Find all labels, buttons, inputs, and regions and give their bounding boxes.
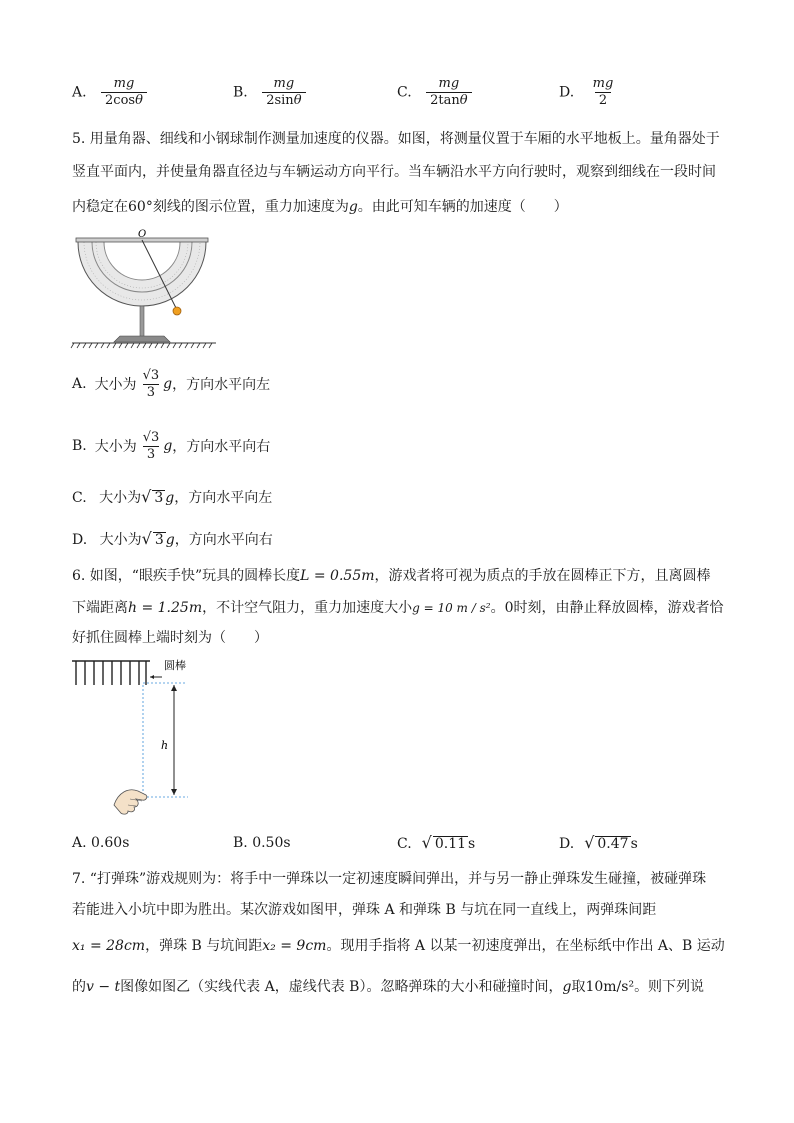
option-letter: B. [233,84,248,101]
sqrt-icon: √ [141,529,152,548]
q4-option-d[interactable] [559,76,617,109]
option-fraction: $\frac{mg}{2\sin\theta}$ [262,76,305,109]
q6-option-d[interactable]: D. √ 0.47 s [559,833,638,852]
fraction: $\frac{√3}{3}$ [142,367,160,400]
stand-pole [140,306,144,338]
q5-option-a[interactable]: A. 大小为 $\frac{√3}{3}$ g ，方向水平向左 [72,367,271,400]
protractor-figure [70,228,220,350]
steel-ball [173,307,181,315]
label-rod: 圆棒 [164,659,186,672]
q7-stem-line-3: x₁ = 28cm，弹珠 B 与坑间距x₂ = 9cm。现用手指将 A 以某一初速度弹出，在坐标纸中作出 A、B 运动 [72,938,725,954]
q4-option-b[interactable] [233,76,306,109]
q4-option-a[interactable] [72,76,147,109]
stand-base [114,336,170,342]
fraction: $\frac{√3}{3}$ [142,429,160,462]
q6-option-b[interactable]: B. 0.50s [233,835,291,851]
rods [72,661,150,685]
q5-option-b[interactable]: B. 大小为 $\frac{√3}{3}$ g ，方向水平向右 [72,429,271,462]
q7-stem-line-2: 若能进入小坑中即为胜出。某次游戏如图甲，弹珠 A 和弹珠 B 与坑在同一直线上，两弹珠间距 [72,902,657,918]
q5-option-d[interactable]: D. 大小为√ 3 g，方向水平向右 [72,529,273,548]
label-h: h [161,739,169,752]
q7-stem-line-1: 7. “打弹珠”游戏规则为：将手中一弹珠以一定初速度瞬间弹出，并与另一静止弹珠发生碰撞，被碰弹珠 [72,871,707,887]
protractor [76,238,208,306]
q5-option-c[interactable]: C. 大小为√ 3 g，方向水平向左 [72,487,273,506]
q6-option-c[interactable]: C. √ 0.11 s [397,833,476,852]
option-fraction: $\frac{mg}{2\cos\theta}$ [101,76,147,109]
q6-stem-line-1: 6. 如图，“眼疾手快”玩具的圆棒长度L = 0.55m，游戏者将可视为质点的手放在圆棒正下方，且离圆棒 [72,568,711,584]
option-letter: D. [559,84,575,101]
label-o: O [138,229,147,240]
q5-stem-line-2: 竖直平面内，并使量角器直径边与车辆运动方向平行。当车辆沿水平方向行驶时，观察到细线在一段时间 [72,164,716,180]
sqrt-icon: √ [421,833,432,852]
sqrt-icon: √ [584,833,595,852]
sqrt-icon: √ [141,487,152,506]
option-letter: A. [72,84,87,101]
q5-stem-line-3: 内稳定在60°刻线的图示位置，重力加速度为g。由此可知车辆的加速度（ ） [72,199,568,215]
option-fraction: $\frac{mg}{2\tan\theta}$ [426,76,471,109]
rod-catch-figure [70,655,220,815]
q6-option-a[interactable]: A. 0.60s [72,835,130,851]
ground-hatch [71,343,212,348]
option-letter: C. [397,84,412,101]
q5-stem-line-1: 5. 用量角器、细线和小钢球制作测量加速度的仪器。如图，将测量仪置于车厢的水平地板上。量角器处于 [72,131,720,147]
option-fraction: $\frac{mg}{2}$ [592,76,614,108]
q7-stem-line-4: 的v − t图像如图乙（实线代表 A，虚线代表 B）。忽略弹珠的大小和碰撞时间，g取10m/s²。则下列说 [72,979,705,995]
q6-stem-line-3: 好抓住圆棒上端时刻为（ ） [72,630,268,646]
q4-option-c[interactable] [397,76,472,109]
q6-stem-line-2: 下端距离h = 1.25m，不计空气阻力，重力加速度大小g = 10 m / s²。0时刻，由静止释放圆棒，游戏者恰 [72,600,724,616]
hand-icon [114,790,147,814]
